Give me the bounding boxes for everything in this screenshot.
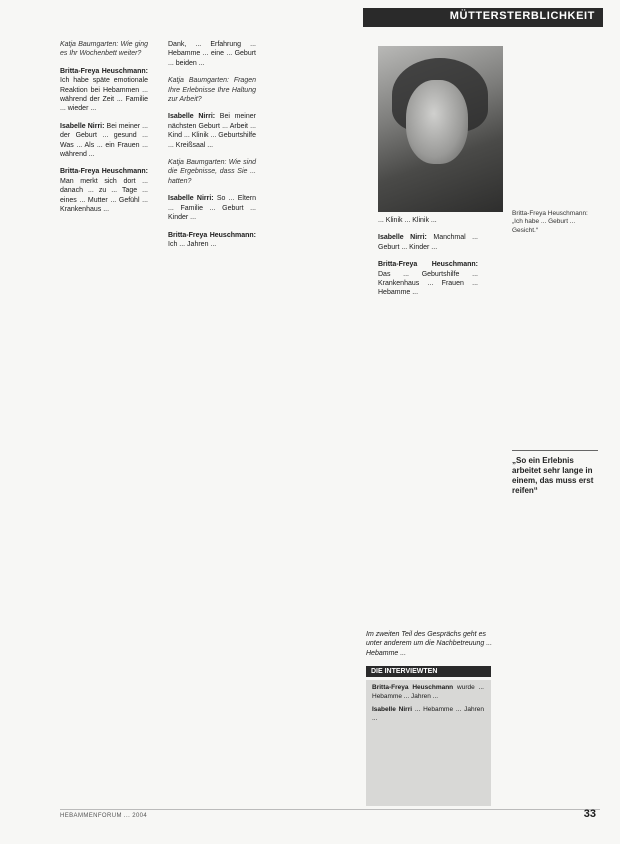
section-title: MÜTTERSTERBLICHKEIT — [449, 10, 595, 22]
answer-text: Das ... Geburtshilfe ... Krankenhaus ... Frauen ... Hebamme ... — [378, 270, 478, 297]
section-header-bar — [363, 8, 603, 27]
answer-nirri-1 — [60, 122, 148, 160]
page-number: 33 — [583, 808, 596, 820]
answer-nirri-4 — [378, 233, 478, 252]
answer-text: Bei meiner ... der Geburt ... gesund ... Was ... Als ... ein Frauen ... während ... — [60, 122, 148, 159]
answer-text: Man merkt sich dort ... danach ... zu ... Tage ... eines ... Mutter ... Gefühl ... Krankenhaus ... — [60, 177, 148, 214]
speaker-name: Britta-Freya Heuschmann: — [168, 231, 256, 239]
bio-heuschmann — [372, 684, 484, 701]
footer-text: HEBAMMENFORUM ... 2004 — [60, 813, 148, 819]
answer-text: Ich habe späte emotionale Reaktion bei Hebammen ... während der Zeit ... Familie ... wieder ... — [60, 77, 148, 113]
portrait-photo — [378, 46, 503, 212]
info-box-title: DIE INTERVIEWTEN — [366, 666, 491, 677]
answer-text: So ... Eltern ... Familie ... Geburt ... Kinder ... — [168, 195, 257, 222]
bio-text: wurde ... Hebamme ... Jahren ... — [372, 684, 484, 700]
bio-name: Britta-Freya Heuschmann — [372, 684, 454, 691]
question-1: Katja Baumgarten: Wie ging es Ihr Wochenbett weiter? — [60, 41, 148, 58]
answer-text: Manchmal ... Geburt ... Kinder ... — [378, 234, 478, 251]
bio-text: ... Hebamme ... Jahren ... — [372, 706, 484, 722]
photo-face-shape — [406, 80, 468, 164]
bio-name: Isabelle Nirri — [372, 706, 413, 713]
question-3: Katja Baumgarten: Wie sind die Ergebnisse, dass Sie ... hatten? — [168, 159, 256, 185]
answer-text: Ich ... Jahren ... — [168, 240, 217, 248]
text-column-2 — [168, 40, 256, 257]
ending-note: Im zweiten Teil des Gesprächs geht es unter anderem um die Nachbetreuung ... Hebamme ... — [366, 631, 493, 657]
pull-quote-rule — [512, 450, 598, 451]
answer-nirri-3 — [168, 194, 256, 222]
speaker-name: Isabelle Nirri: — [168, 113, 216, 121]
answer-heuschmann-2 — [60, 167, 148, 214]
speaker-name: Britta-Freya Heuschmann: — [60, 67, 148, 75]
text-column-1 — [60, 40, 148, 223]
speaker-name: Isabelle Nirri: — [168, 195, 214, 203]
pull-quote: „So ein Erlebnis arbeitet sehr lange in einem, das muss erst reifen“ — [512, 456, 594, 495]
answer-text: Bei meiner nächsten Geburt ... Arbeit ... Kind ... Klinik ... Geburtshilfe ... Kreißsaal ... — [168, 113, 256, 149]
footer-rule — [60, 809, 600, 810]
text-column-3 — [378, 216, 478, 306]
answer-heuschmann-3 — [168, 231, 256, 250]
answer-heuschmann-4 — [378, 260, 478, 298]
answer-continued: ... Klinik ... Klinik ... — [378, 217, 437, 224]
speaker-name: Britta-Freya Heuschmann: — [60, 168, 148, 176]
speaker-name: Isabelle Nirri: — [60, 122, 105, 130]
photo-caption: Britta-Freya Heuschmann: „Ich habe ... Geburt ... Gesicht.“ — [512, 210, 588, 234]
bio-nirri — [372, 706, 484, 723]
answer-nirri-2 — [168, 112, 256, 150]
speaker-name: Isabelle Nirri: — [378, 234, 427, 242]
question-2: Katja Baumgarten: Fragen Ihre Erlebnisse Ihre Haltung zur Arbeit? — [168, 77, 256, 104]
speaker-name: Britta-Freya Heuschmann: — [378, 261, 478, 269]
info-box-text — [372, 684, 484, 723]
answer-heuschmann-1 — [60, 67, 148, 114]
answer-continued: Dank, ... Erfahrung ... Hebamme ... eine ... Geburt ... beiden ... — [168, 41, 256, 67]
